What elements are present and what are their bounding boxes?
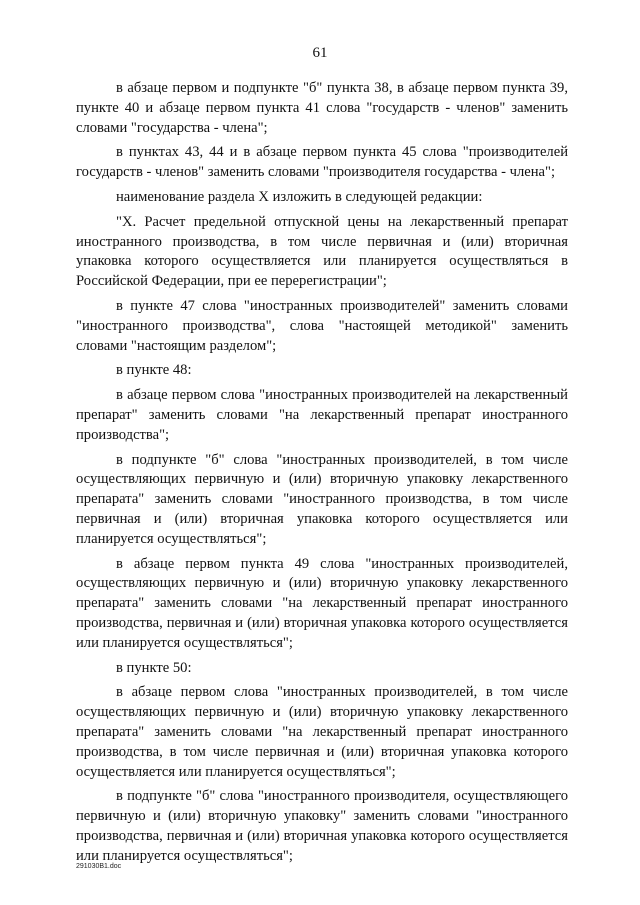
paragraph: в абзаце первом слова "иностранных производителей, в том числе осуществляющих первичную и (или) вторичную упаковку лекарственного препарата" заменить словами "на лекарственный препарат иностранного производства, в том числе первичная и (или) вторичная упаковка которого осуществляется или планируется осуществляться";	[76, 684, 568, 780]
paragraph: в абзаце первом пункта 49 слова "иностранных производителей, осуществляющих первичную и (или) вторичную упаковку лекарственного препарата" заменить словами "на лекарственный препарат иностранного производства, первичная и (или) вторичная упаковка которого осуществляется или планируется осуществляться";	[76, 555, 568, 651]
paragraph: в пункте 48:	[116, 362, 192, 379]
paragraph: "X. Расчет предельной отпускной цены на лекарственный препарат иностранного производства, в том числе первичная и (или) вторичная упаковка которого осуществляется или планируется осуществляться в Российской Федерации, при ее перерегистрации";	[76, 213, 568, 290]
document-body	[76, 79, 568, 871]
paragraph: в абзаце первом слова "иностранных производителей на лекарственный препарат" заменить словами "на лекарственный препарат иностранного производства";	[76, 387, 568, 443]
document-filename: 291030B1.doc	[76, 863, 122, 870]
page-number: 61	[312, 45, 328, 61]
paragraph: в подпункте "б" слова "иностранных производителей, в том числе осуществляющих первичную и (или) вторичную упаковку лекарственного препарата" заменить словами "иностранного производства, в том числе первичная и (или) вторичная упаковка которого осуществляется или планируется осуществляться";	[76, 451, 568, 547]
paragraph: в пункте 50:	[116, 659, 192, 676]
paragraph: в абзаце первом и подпункте "б" пункта 38, в абзаце первом пункта 39, пункте 40 и абзаце первом пункта 41 слова "государств - членов" заменить словами "государства - члена";	[76, 80, 568, 136]
paragraph: наименование раздела X изложить в следующей редакции:	[116, 188, 483, 205]
paragraph: в подпункте "б" слова "иностранного производителя, осуществляющего первичную и (или) вторичную упаковку" заменить словами "иностранного производства, первичная и (или) вторичная упаковка которого осуществляется или планируется осуществляться";	[76, 788, 568, 864]
paragraph: в пункте 47 слова "иностранных производителей" заменить словами "иностранного производства", слова "настоящей методикой" заменить словами "настоящим разделом";	[76, 297, 568, 354]
paragraph: в пунктах 43, 44 и в абзаце первом пункта 45 слова "производителей государств - членов" заменить словами "производителя государства - члена";	[76, 144, 568, 181]
